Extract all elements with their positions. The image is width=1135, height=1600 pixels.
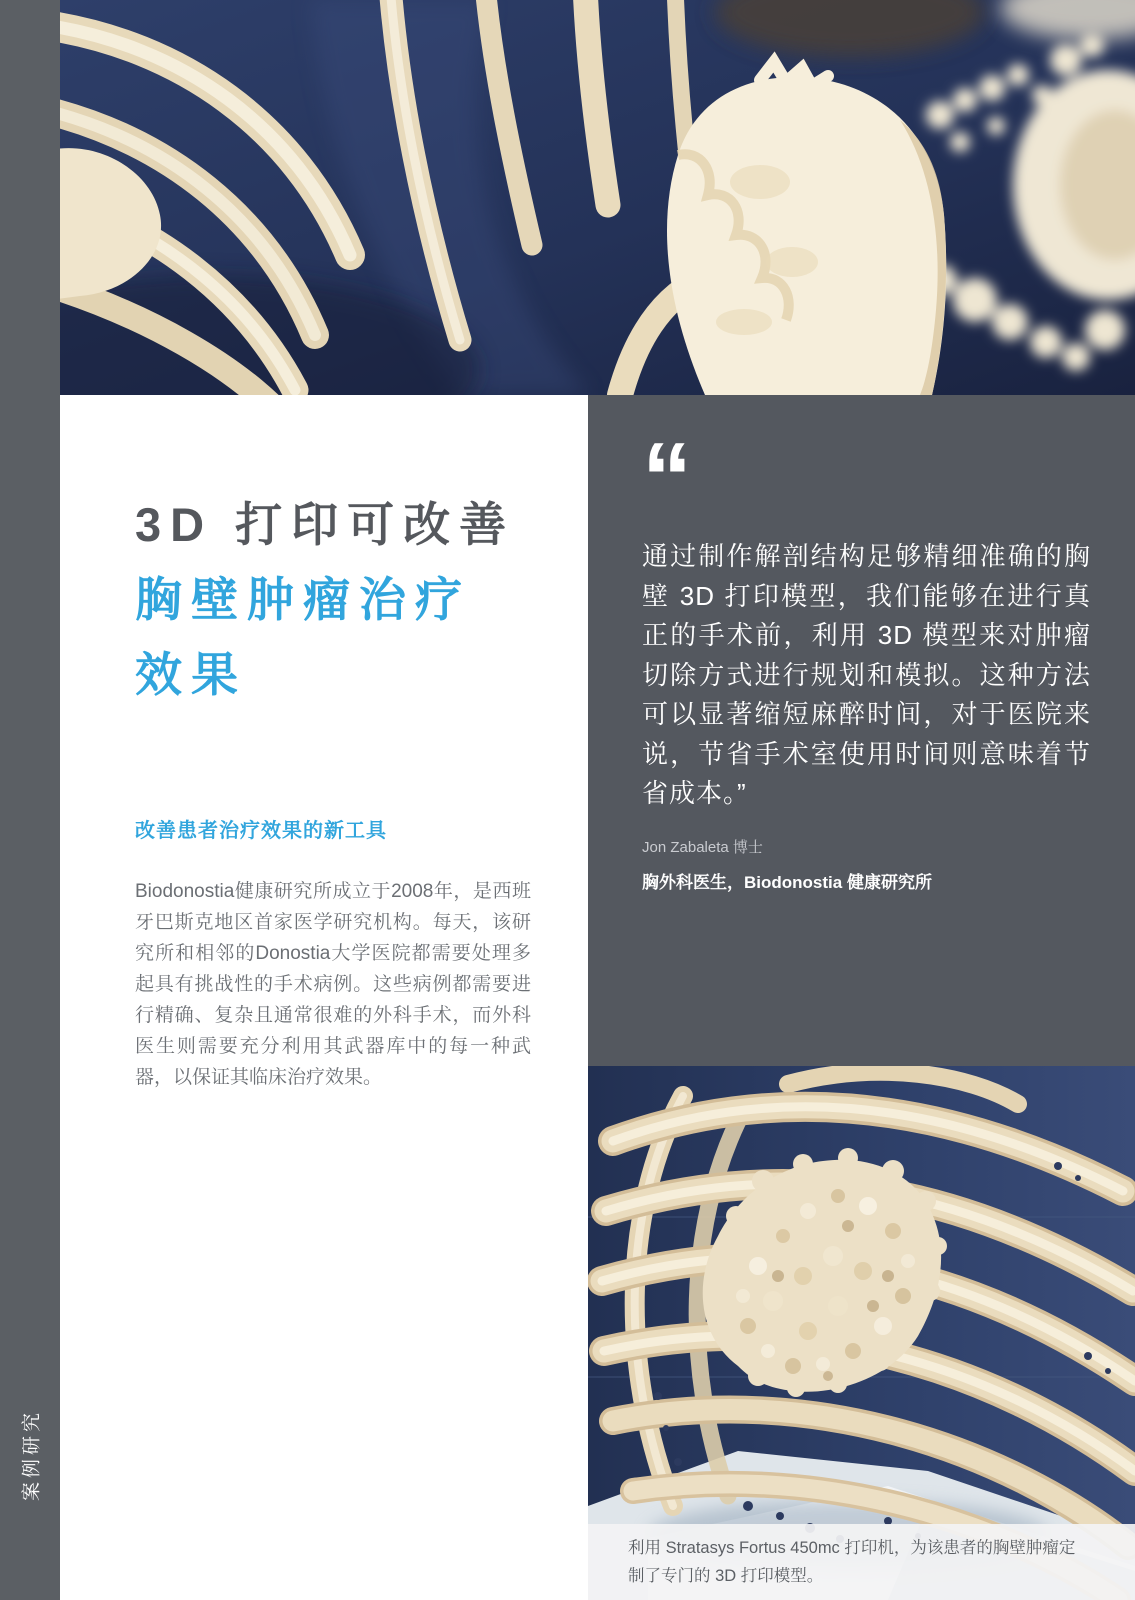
article-column [60,395,588,1600]
ribcage-photo-illustration [588,1066,1135,1600]
ribcage-photo [588,1066,1135,1600]
page-title [135,487,588,712]
left-sidebar [0,0,60,1600]
photo-caption: 利用 Stratasys Fortus 450mc 打印机，为该患者的胸壁肿瘤定制了专门的 3D 打印模型。 [588,1524,1135,1600]
title-line-2: 胸壁肿瘤治疗 [135,573,471,626]
quote-panel [588,395,1135,1066]
quote-author-title: 胸外科医生，Biodonostia 健康研究所 [642,872,932,892]
sidebar-vertical-label: 案例研究 [21,1408,43,1502]
quote-author: Jon Zabaleta 博士 [642,838,763,856]
body-paragraph: Biodonostia健康研究所成立于2008年，是西班牙巴斯克地区首家医学研究机构。每天，该研究所和相邻的Donostia大学医院都需要处理多起具有挑战性的手术病例。这些病例都需要进行精确、复杂且通常很难的外科手术，而外科医生则需要充分利用其武器库中的每一种武器，以保证其临床治疗效果。 [135,881,531,1088]
section-heading: 改善患者治疗效果的新工具 [135,820,387,842]
title-line-3: 效果 [135,648,247,701]
quote-text: 通过制作解剖结构足够精细准确的胸壁 3D 打印模型，我们能够在进行真正的手术前，利用 3D 模型来对肿瘤切除方式进行规划和模拟。这种方法可以显著缩短麻醉时间，对于医院来说，节省手术室使用时间则意味着节省成本。” [642,541,1091,808]
hero-photo-illustration [60,0,1135,395]
hero-photo [60,0,1135,395]
title-line-1: 3D 打印可改善 [135,498,516,551]
open-quote-icon: “ [642,422,688,534]
